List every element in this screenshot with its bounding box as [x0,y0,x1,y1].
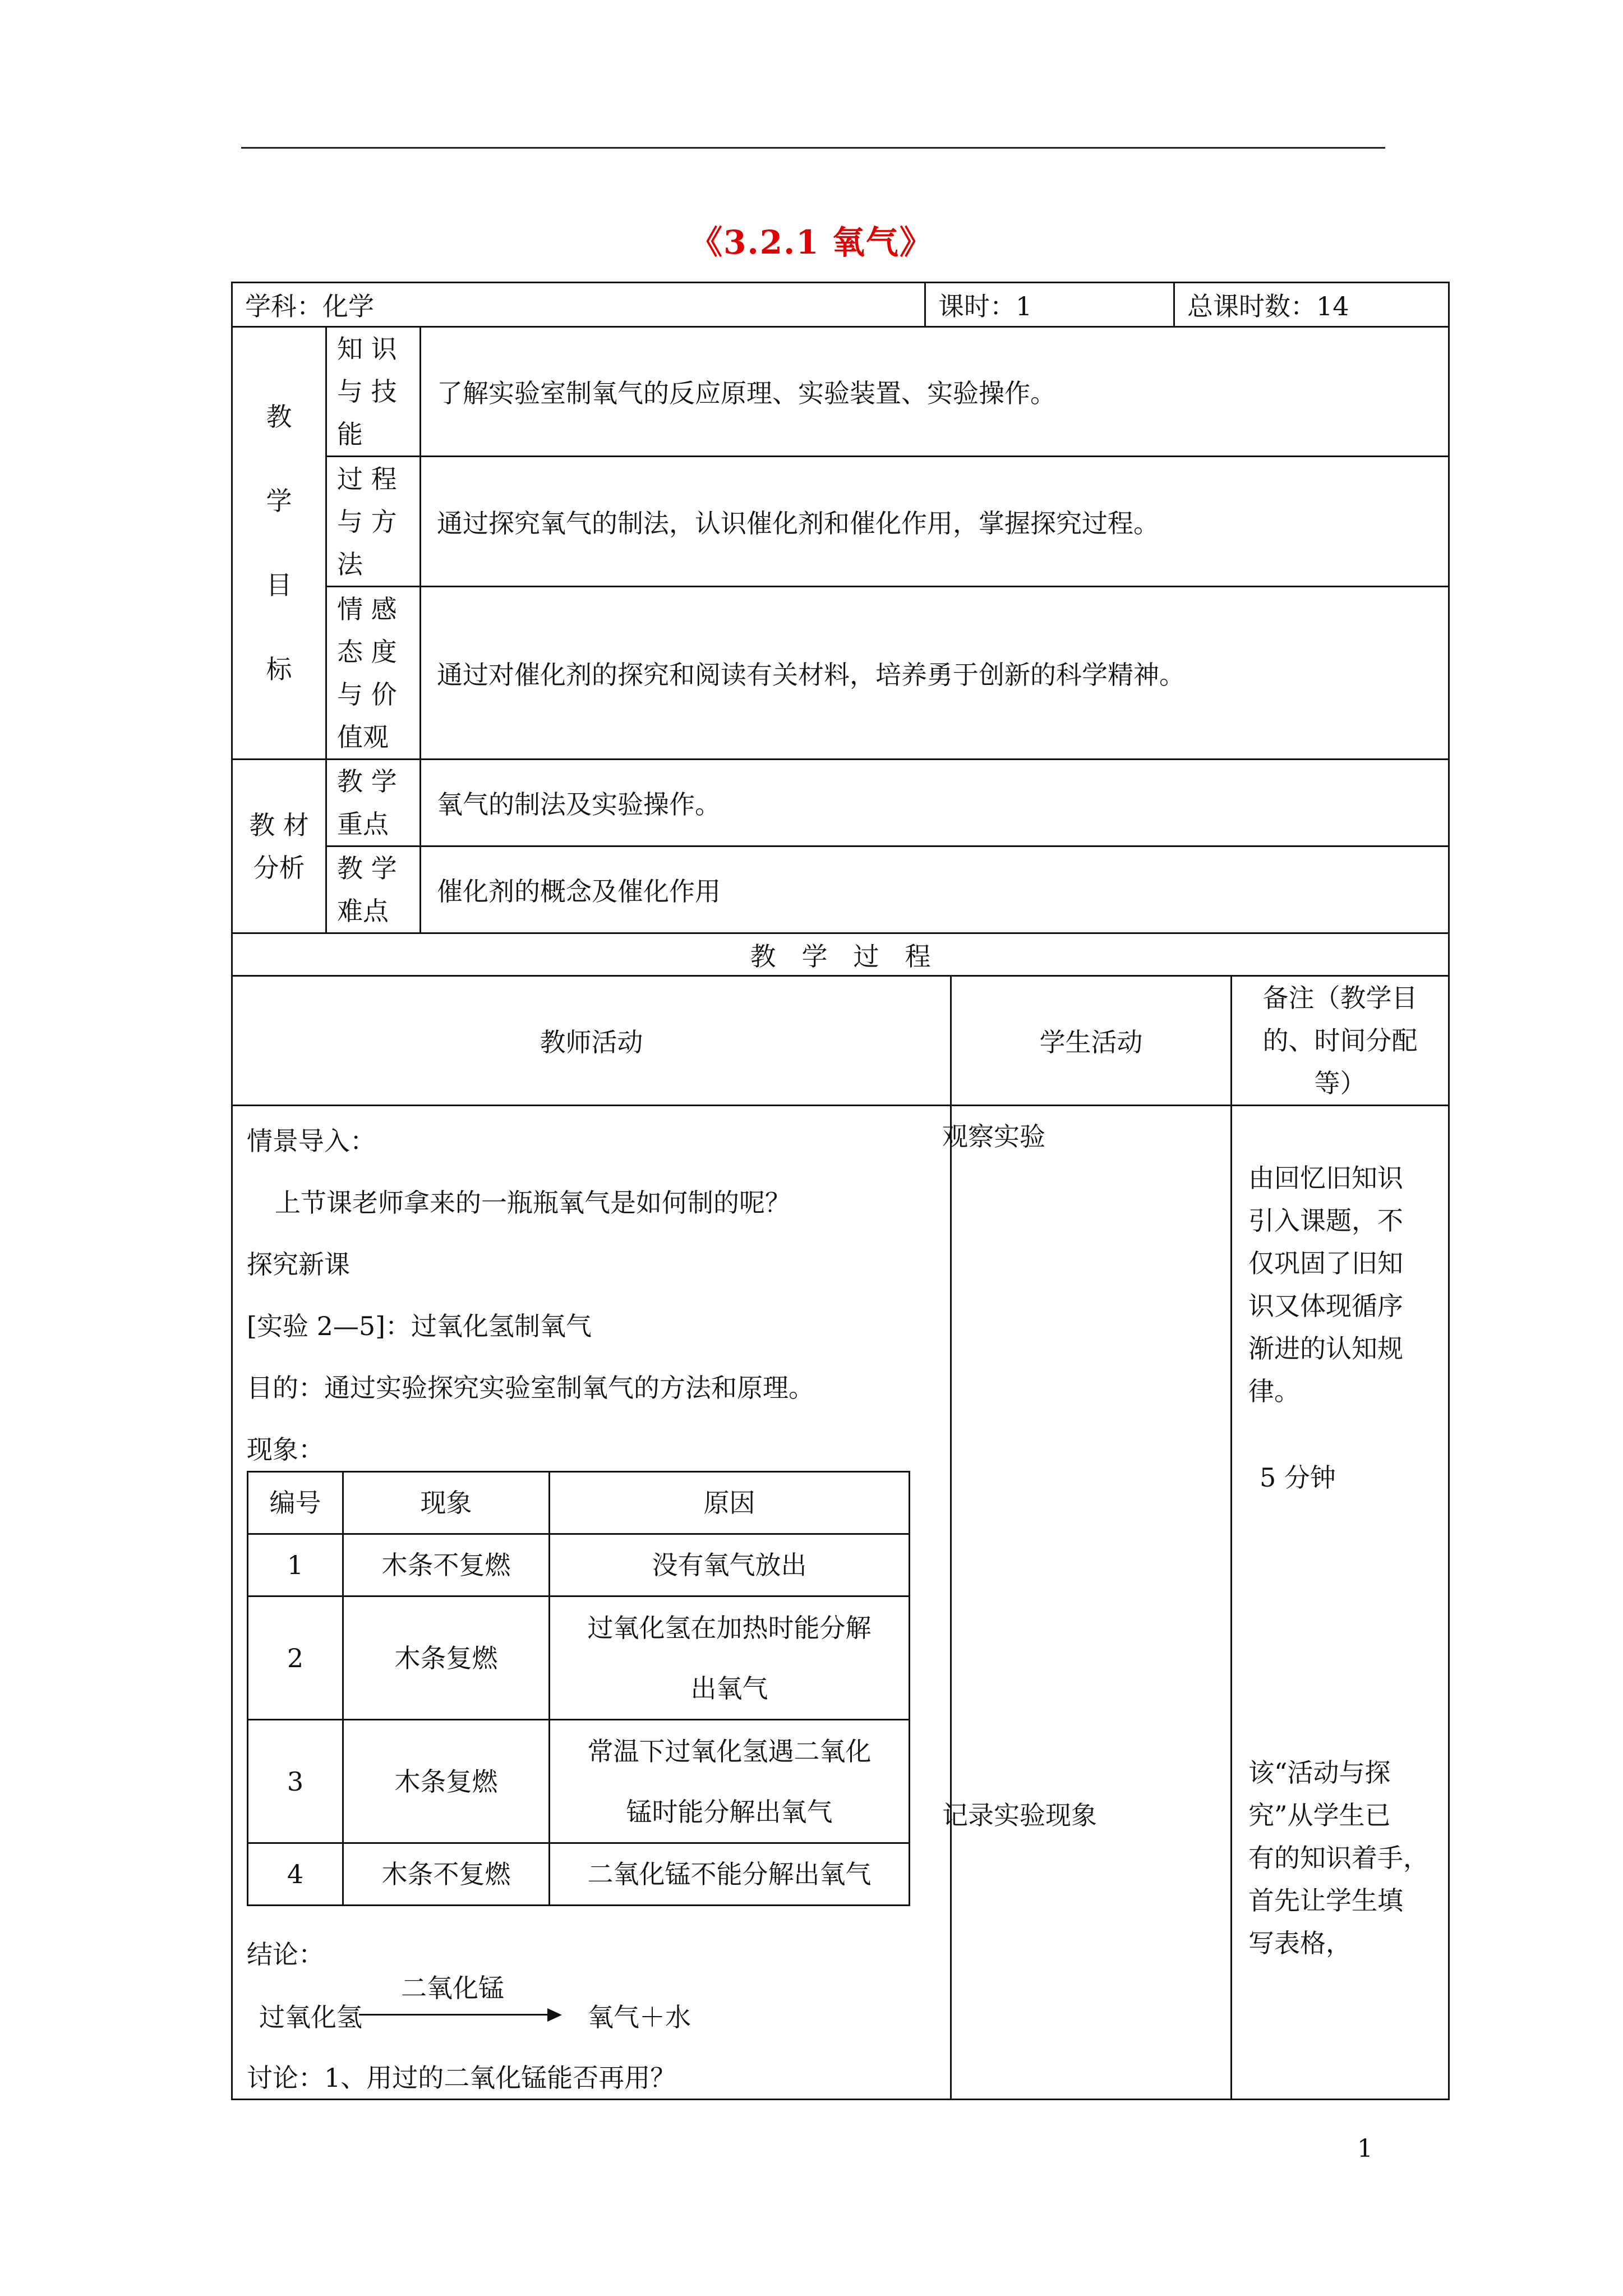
difficulty-text: 催化剂的概念及催化作用 [421,846,1449,933]
teacher-activity-header: 教师活动 [232,976,951,1106]
exp-row-reason: 二氧化锰不能分解出氧气 [550,1843,910,1906]
exp-row-phenomenon: 木条不复燃 [343,1534,550,1596]
exp-row-no: 2 [248,1596,343,1720]
catalyst-label: 二氧化锰 [401,1973,504,2003]
objective-knowledge-text: 了解实验室制氧气的反应原理、实验装置、实验操作。 [421,327,1449,457]
analysis-label: 教 材 分析 [232,760,326,933]
key-point-text: 氧气的制法及实验操作。 [421,760,1449,846]
objectives-label: 教 学 目 标 [232,327,326,760]
objective-process-label: 过 程 与 方 法 [326,457,421,587]
experiment-title: [实验 2—5]：过氧化氢制氧气 [247,1311,592,1341]
subject-cell: 学科：化学 [232,283,925,327]
exp-row-reason: 过氧化氢在加热时能分解 出氧气 [550,1596,910,1720]
page-number: 1 [1357,2134,1373,2163]
student-observe: 观察实验 [942,1121,1045,1152]
note-activity: 该“活动与探 究”从学生已 有的知识着手， 首先让学生填 写表格， [1248,1757,1429,1958]
objective-knowledge-label: 知 识 与 技 能 [326,327,421,457]
lesson-cell: 课时：1 [925,283,1174,327]
reactant-label: 过氧化氢 [259,2002,362,2032]
new-lesson-label: 探究新课 [247,1249,350,1280]
key-point-label: 教 学 重点 [326,760,421,846]
exp-row-no: 3 [248,1720,343,1843]
purpose-text: 目的：通过实验探究实验室制氧气的方法和原理。 [247,1373,814,1403]
notes-header: 备注（教学目 的、时间分配 等） [1232,976,1449,1106]
intro-question: 上节课老师拿来的一瓶瓶氧气是如何制的呢？ [275,1188,791,1218]
exp-row-phenomenon: 木条复燃 [343,1720,550,1843]
exp-header-reason: 原因 [550,1472,910,1534]
exp-row-phenomenon: 木条复燃 [343,1596,550,1720]
objective-emotion-label: 情 感 态 度 与 价 值观 [326,587,421,760]
student-activity-header: 学生活动 [951,976,1232,1106]
exp-row-phenomenon: 木条不复燃 [343,1843,550,1906]
exp-row-reason: 常温下过氧化氢遇二氧化 锰时能分解出氧气 [550,1720,910,1843]
objective-process-text: 通过探究氧气的制法，认识催化剂和催化作用，掌握探究过程。 [421,457,1449,587]
reaction-arrow-head [547,2008,562,2022]
reaction-arrow [359,2014,550,2016]
product-label: 氧气＋水 [588,2002,691,2032]
objective-emotion-text: 通过对催化剂的探究和阅读有关材料，培养勇于创新的科学精神。 [421,587,1449,760]
note-time: 5 分钟 [1260,1462,1336,1493]
student-activity-cell [951,1106,1232,2100]
exp-row-no: 1 [248,1534,343,1596]
difficulty-label: 教 学 难点 [326,846,421,933]
intro-label: 情景导入： [247,1126,376,1156]
page-title: 《3.2.1 氧气》 [690,223,933,261]
conclusion-label: 结论： [247,1939,324,1970]
exp-row-no: 4 [248,1843,343,1906]
student-record: 记录实验现象 [942,1800,1097,1830]
exp-header-phenomenon: 现象 [343,1472,550,1534]
exp-header-no: 编号 [248,1472,343,1534]
note-intro: 由回忆旧知识 引入课题，不 仅巩固了旧知 识又体现循序 渐进的认知规 律。 [1248,1163,1403,1406]
discussion-text: 讨论：1、用过的二氧化锰能否再用？ [247,2063,676,2093]
process-title: 教 学 过 程 [232,933,1449,976]
phenomenon-label: 现象： [247,1434,324,1465]
exp-row-reason: 没有氧气放出 [550,1534,910,1596]
experiment-table [247,1471,910,1906]
header-rule [241,147,1385,149]
total-lessons-cell: 总课时数：14 [1174,283,1449,327]
